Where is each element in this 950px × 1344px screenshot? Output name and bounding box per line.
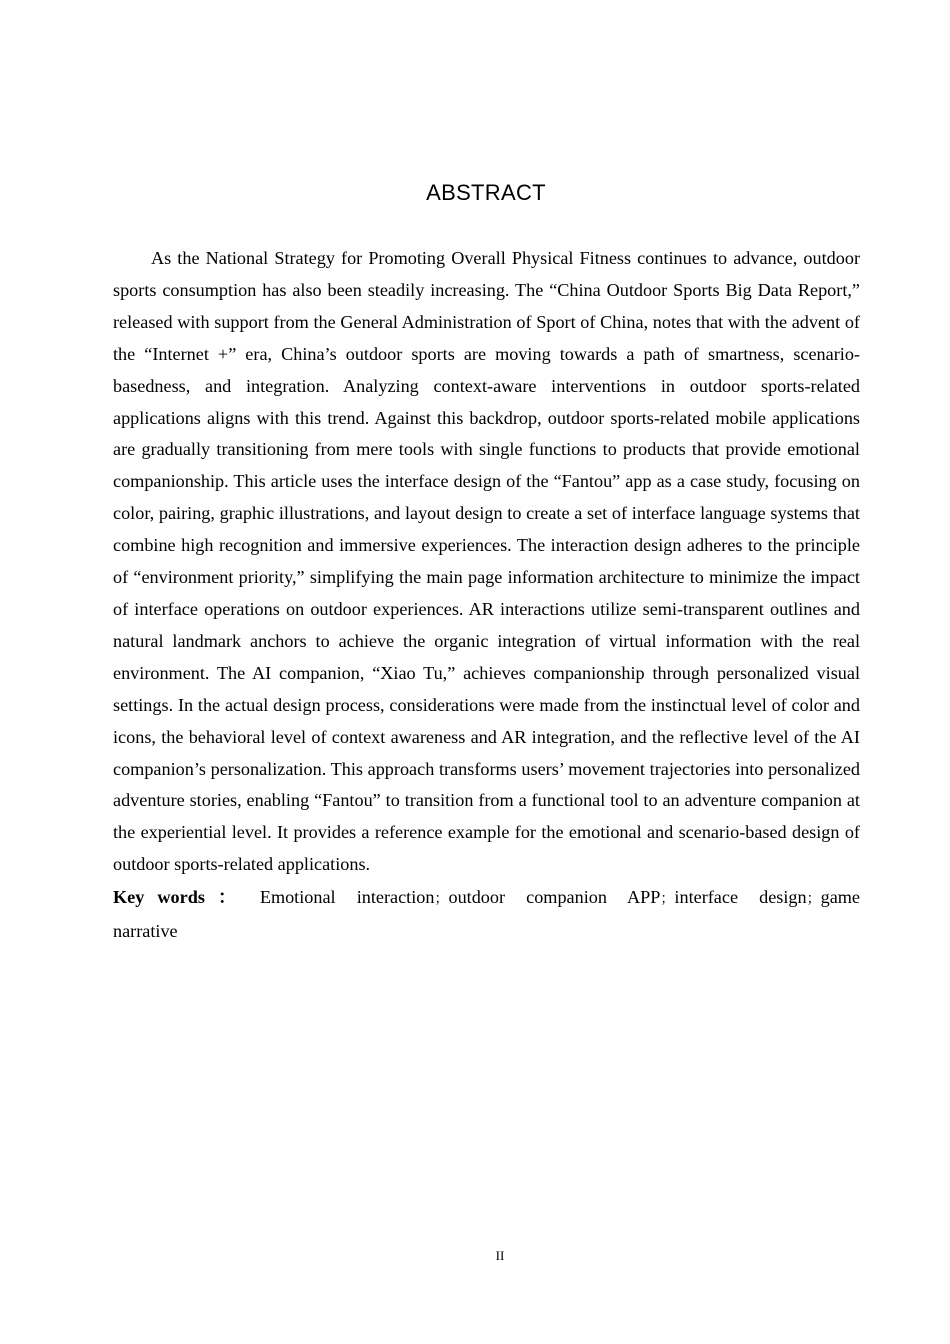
keyword-item: Emotional interaction [259, 887, 435, 907]
keyword-item: outdoor companion APP [448, 887, 661, 907]
keywords-label: Key words ： [113, 887, 239, 907]
keyword-separator: ； [434, 892, 449, 907]
abstract-title: ABSTRACT [426, 180, 546, 205]
page-number: II [495, 1248, 505, 1263]
abstract-body: As the National Strategy for Promoting Overall Physical Fitness continues to advance, outdoor sports consumption has also been steadily increasing. The “China Outdoor Sports Big Data Report,” released with support from the General Administration of Sport of China, notes that with the advent of the “Internet +” era, China’s outdoor sports are moving towards a path of smartness, scenario-basedness, and integration. Analyzing context-aware interventions in outdoor sports-related applications aligns with this trend. Against this backdrop, outdoor sports-related mobile applications are gradually transitioning from mere tools with single functions to products that provide emotional companionship. This article uses the interface design of the “Fantou” app as a case study, focusing on color, pairing, graphic illustrations, and layout design to create a set of interface language systems that combine high recognition and immersive experiences. The interaction design adheres to the principle of “environment priority,” simplifying the main page information architecture to minimize the impact of interface operations on outdoor experiences. AR interactions utilize semi-transparent outlines and natural landmark anchors to achieve the organic integration of virtual information with the real environment. The AI companion, “Xiao Tu,” achieves companionship through personalized visual settings. In the actual design process, considerations were made from the instinctual level of color and icons, the behavioral level of context awareness and AR integration, and the reflective level of the AI companion’s personalization. This approach transforms users’ movement trajectories into personalized adventure stories, enabling “Fantou” to transition from a functional tool to an adventure companion at the experiential level. It provides a reference example for the emotional and scenario-based design of outdoor sports-related applications. [113, 248, 860, 875]
keyword-separator: ； [660, 892, 675, 907]
keywords-line [113, 882, 860, 947]
keyword-separator: ； [806, 892, 821, 907]
keyword-item: interface design [674, 887, 807, 907]
keyword-item: game narrative [113, 887, 860, 941]
